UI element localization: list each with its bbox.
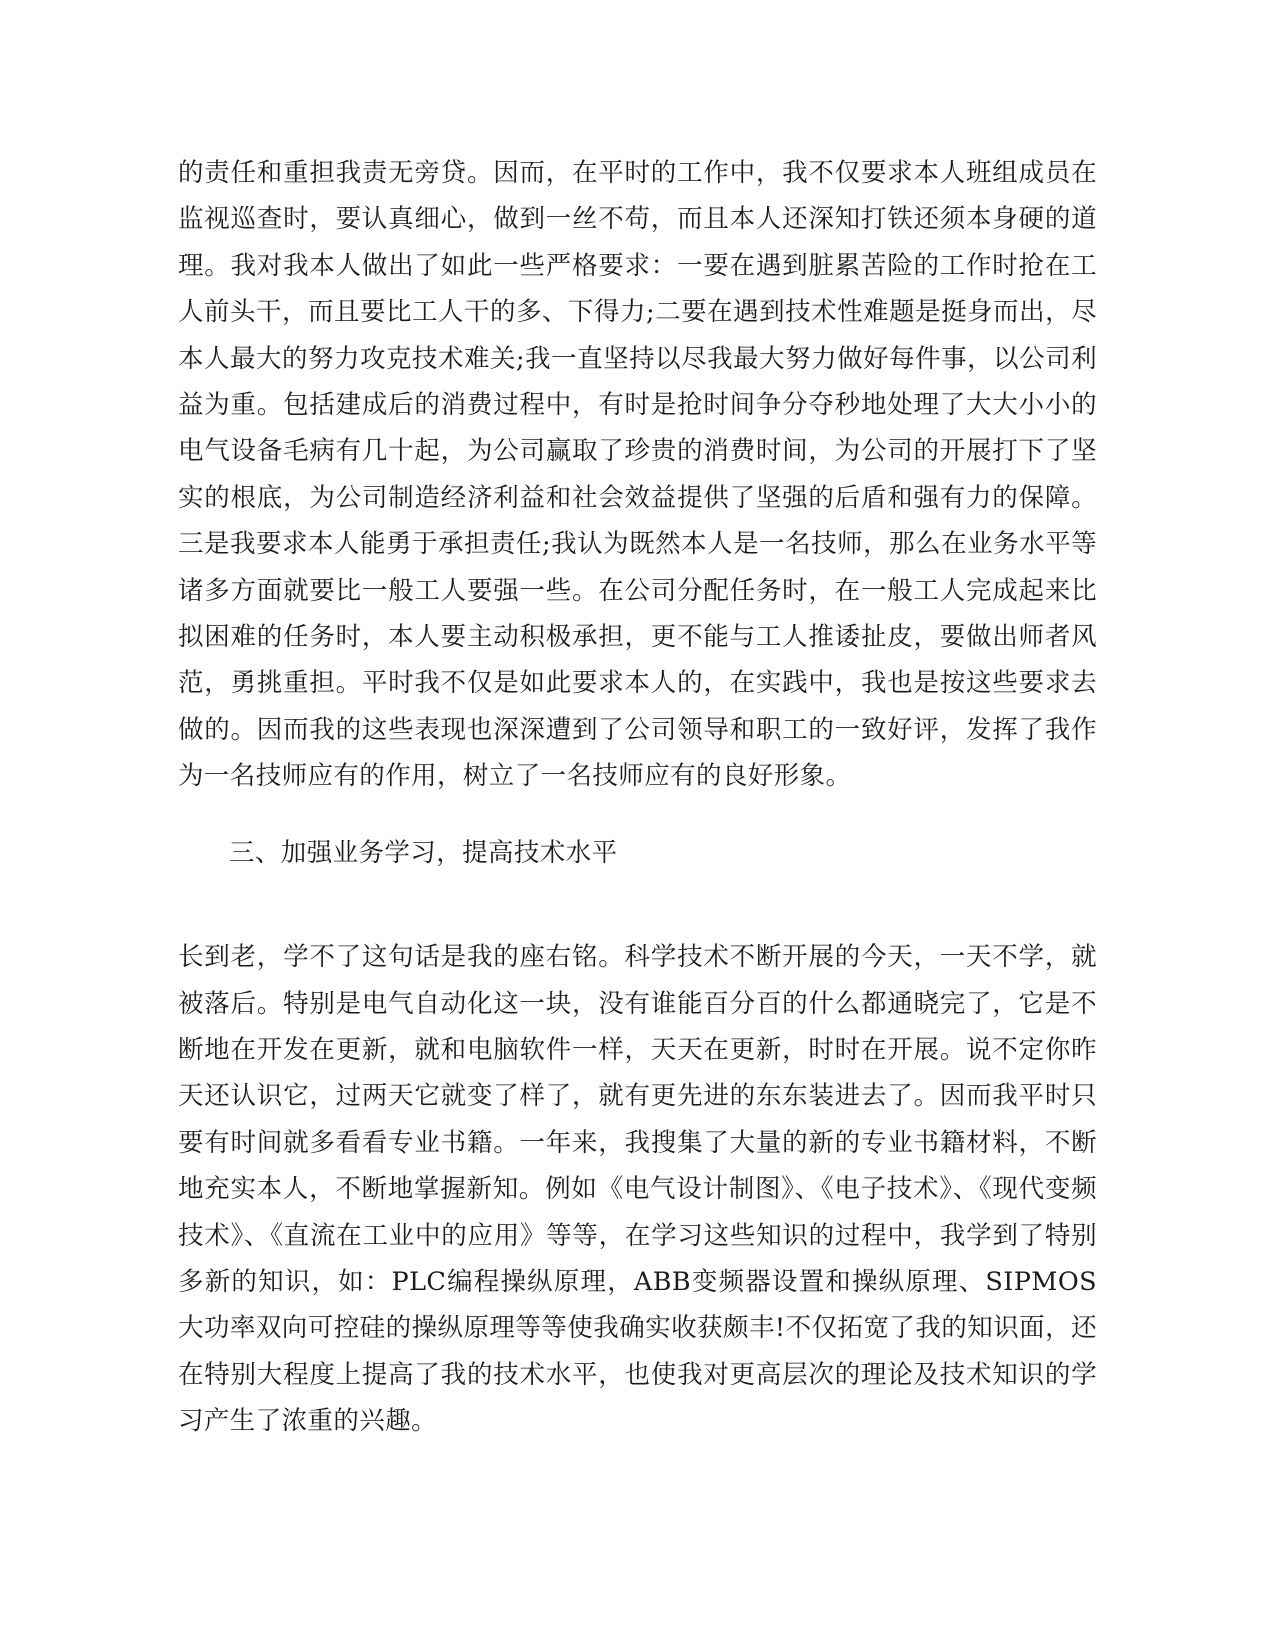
paragraph-responsibility: 的责任和重担我责无旁贷。因而，在平时的工作中，我不仅要求本人班组成员在监视巡查时，要认真细心，做到一丝不苟，而且本人还深知打铁还须本身硬的道理。我对我本人做出了如此一些严格要求：一要在遇到脏累苦险的工作时抢在工人前头干，而且要比工人干的多、下得力;二要在遇到技术性难题是挺身而出，尽本人最大的努力攻克技术难关;我一直坚持以尽我最大努力做好每件事，以公司利益为重。包括建成后的消费过程中，有时是抢时间争分夺秒地处理了大大小小的电气设备毛病有几十起，为公司赢取了珍贵的消费时间，为公司的开展打下了坚实的根底，为公司制造经济利益和社会效益提供了坚强的后盾和强有力的保障。三是我要求本人能勇于承担责任;我认为既然本人是一名技师，那么在业务水平等诸多方面就要比一般工人要强一些。在公司分配任务时，在一般工人完成起来比拟困难的任务时，本人要主动积极承担，更不能与工人推诿扯皮，要做出师者风范，勇挑重担。平时我不仅是如此要求本人的，在实践中，我也是按这些要求去做的。因而我的这些表现也深深遭到了公司领导和职工的一致好评，发挥了我作为一名技师应有的作用，树立了一名技师应有的良好形象。: [178, 158, 1097, 792]
heading-spacer: [178, 876, 1097, 934]
paragraph-spacer: [178, 800, 1097, 830]
section-heading: 三、加强业务学习，提高技术水平: [229, 837, 618, 868]
document-body: [178, 150, 1097, 1445]
paragraph-learning: 长到老，学不了这句话是我的座右铭。科学技术不断开展的今天，一天不学，就被落后。特别是电气自动化这一块，没有谁能百分百的什么都通晓完了，它是不断地在开发在更新，就和电脑软件一样，天天在更新，时时在开展。说不定你昨天还认识它，过两天它就变了样了，就有更先进的东东装进去了。因而我平时只要有时间就多看看专业书籍。一年来，我搜集了大量的新的专业书籍材料，不断地充实本人，不断地掌握新知。例如《电气设计制图》、《电子技术》、《现代变频技术》、《直流在工业中的应用》等等，在学习这些知识的过程中，我学到了特别多新的知识，如：PLC编程操纵原理，ABB变频器设置和操纵原理、SIPMOS大功率双向可控硅的操纵原理等等使我确实收获颇丰!不仅拓宽了我的知识面，还在特别大程度上提高了我的技术水平，也使我对更高层次的理论及技术知识的学习产生了浓重的兴趣。: [178, 942, 1097, 1437]
